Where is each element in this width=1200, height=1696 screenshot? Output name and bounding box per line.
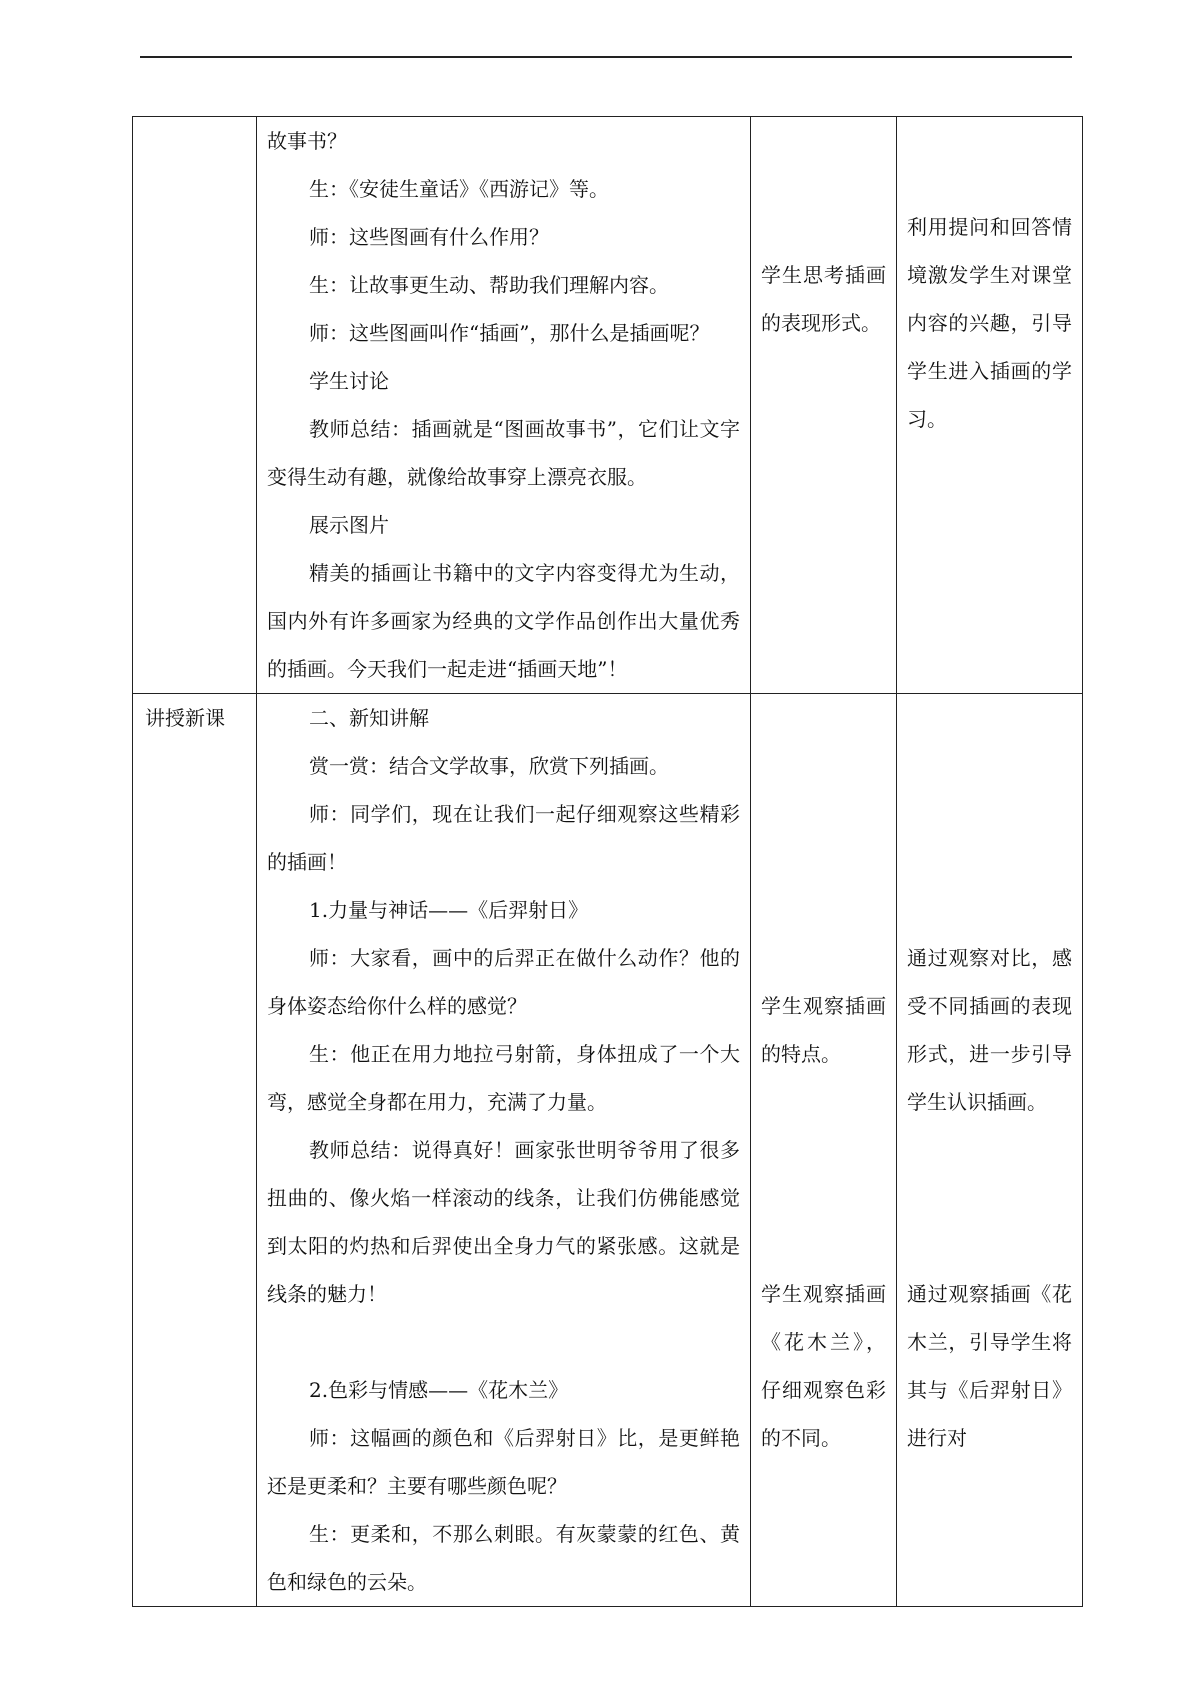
content-paragraph: 1.力量与神话——《后羿射日》 (309, 898, 589, 922)
table-row (133, 117, 1083, 694)
content-paragraph: 故事书？ (267, 129, 347, 153)
header-rule (140, 56, 1072, 58)
content-paragraph: 精美的插画让书籍中的文字内容变得尤为生动，国内外有许多画家为经典的文学作品创作出大量优秀的插画。今天我们一起走进“插画天地”！ (267, 561, 740, 681)
stage-cell: 讲授新课 (133, 694, 257, 1607)
design-intent-cell (897, 117, 1083, 694)
student-activity-cell (751, 694, 897, 1607)
spacer (267, 1318, 740, 1366)
content-paragraph: 教师总结：插画就是“图画故事书”，它们让文字变得生动有趣，就像给故事穿上漂亮衣服。 (267, 417, 740, 489)
content-paragraph: 2.色彩与情感——《花木兰》 (309, 1378, 569, 1402)
content-paragraph: 教师总结：说得真好！画家张世明爷爷用了很多扭曲的、像火焰一样滚动的线条，让我们仿佛能感觉到太阳的灼热和后羿使出全身力气的紧张感。这就是线条的魅力！ (267, 1138, 740, 1306)
content-paragraph: 师：这幅画的颜色和《后羿射日》比，是更鲜艳还是更柔和？主要有哪些颜色呢？ (267, 1426, 740, 1498)
content-paragraph: 赏一赏：结合文学故事，欣赏下列插画。 (309, 754, 669, 778)
content-paragraphs (267, 694, 740, 1318)
design-intent-cell (897, 694, 1083, 1607)
student-activity-text: 学生思考插画的表现形式。 (761, 263, 886, 335)
lesson-plan-table (132, 116, 1083, 1607)
content-paragraph: 生：他正在用力地拉弓射箭，身体扭成了一个大弯，感觉全身都在用力，充满了力量。 (267, 1042, 740, 1114)
content-paragraph: 生：《安徒生童话》《西游记》等。 (309, 177, 609, 201)
table-row (133, 694, 1083, 1607)
stage-cell (133, 117, 257, 694)
content-paragraph: 生：更柔和，不那么刺眼。有灰蒙蒙的红色、黄色和绿色的云朵。 (267, 1522, 740, 1594)
design-intent-text: 通过观察插画《花木兰，引导学生将其与《后羿射日》进行对 (907, 1282, 1072, 1450)
design-intent-text: 通过观察对比，感受不同插画的表现形式，进一步引导学生认识插画。 (907, 946, 1072, 1114)
content-paragraph: 师：同学们，现在让我们一起仔细观察这些精彩的插画！ (267, 802, 740, 874)
content-paragraph: 学生讨论 (309, 369, 389, 393)
content-paragraphs (267, 1366, 740, 1606)
content-cell (257, 694, 751, 1607)
content-paragraphs (267, 117, 740, 693)
content-paragraph: 师：这些图画叫作“插画”，那什么是插画呢？ (309, 321, 710, 345)
design-intent-text: 利用提问和回答情境激发学生对课堂内容的兴趣，引导学生进入插画的学习。 (907, 215, 1072, 431)
student-activity-cell (751, 117, 897, 694)
student-activity-text: 学生观察插画《花木兰》，仔细观察色彩的不同。 (761, 1282, 886, 1450)
content-cell (257, 117, 751, 694)
content-paragraph: 二、新知讲解 (309, 706, 429, 730)
student-activity-text: 学生观察插画的特点。 (761, 994, 886, 1066)
content-paragraph: 师：大家看，画中的后羿正在做什么动作？他的身体姿态给你什么样的感觉？ (267, 946, 740, 1018)
content-paragraph: 师：这些图画有什么作用？ (309, 225, 549, 249)
content-paragraph: 展示图片 (309, 513, 389, 537)
content-paragraph: 生：让故事更生动、帮助我们理解内容。 (309, 273, 669, 297)
